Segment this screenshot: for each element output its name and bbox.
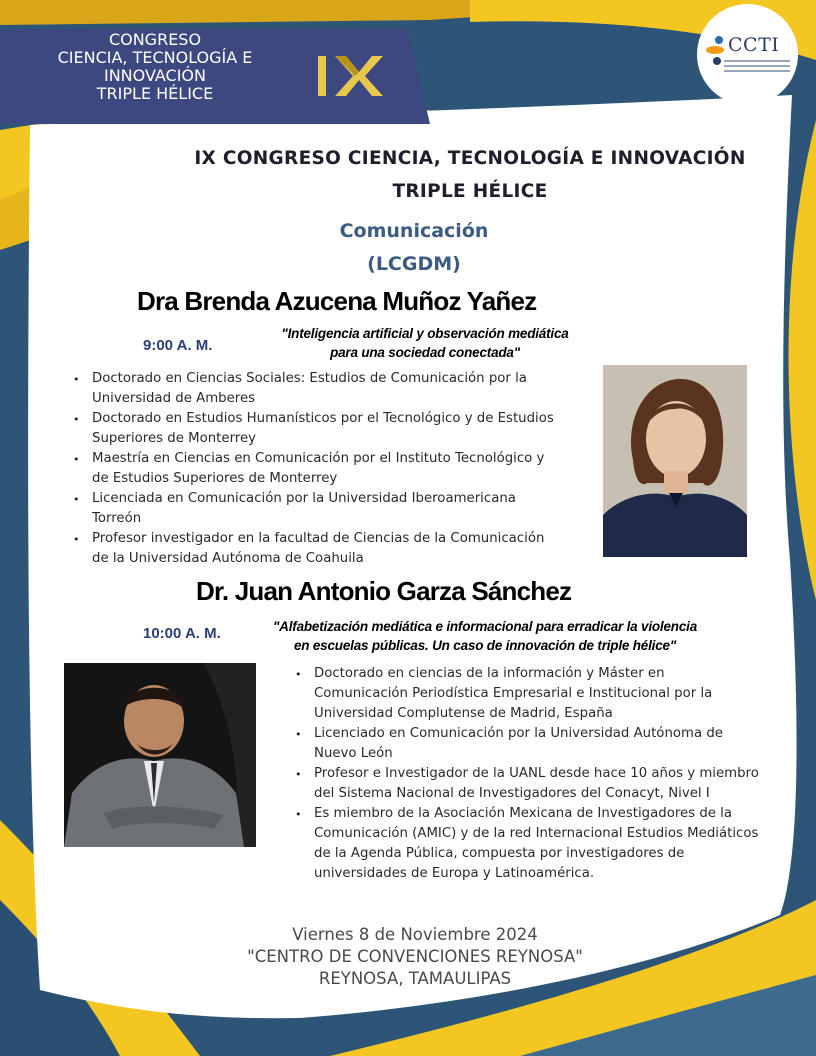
talk-title	[240, 324, 610, 362]
talk-title-line: "Inteligencia artificial y observación mediática	[281, 326, 569, 341]
speaker-photo	[603, 365, 747, 557]
cv-item: • Doctorado en ciencias de la información y Máster en Comunicación Periodística Empresarial e Institucional por la Universidad Complutense de Madrid, España	[292, 664, 762, 724]
event-date: Viernes 8 de Noviembre 2024	[292, 925, 538, 944]
cv-item: • Licenciada en Comunicación por la Universidad Iberoamericana Torreón	[70, 489, 560, 529]
event-title-line1: IX CONGRESO CIENCIA, TECNOLOGÍA E INNOVACIÓN	[194, 148, 746, 169]
area-title: Comunicación	[339, 220, 489, 242]
cv-item: • Licenciado en Comunicación por la Universidad Autónoma de Nuevo León	[292, 724, 762, 764]
cv-item: • Profesor investigador en la facultad de Ciencias de la Comunicación de la Universidad Autónoma de Coahuila	[70, 529, 560, 569]
banner-text	[0, 31, 310, 103]
speaker-cv-list	[70, 369, 560, 569]
ccti-logo-text: CCTI	[728, 34, 780, 56]
banner-line: CIENCIA, TECNOLOGÍA E	[57, 48, 253, 67]
edition-logo	[315, 52, 391, 100]
talk-time: 10:00 A. M.	[143, 625, 221, 642]
cv-item: • Doctorado en Ciencias Sociales: Estudios de Comunicación por la Universidad de Amberes	[70, 369, 560, 409]
speaker-photo	[64, 663, 256, 847]
banner-line: TRIPLE HÉLICE	[96, 84, 214, 103]
talk-title-line: en escuelas públicas. Un caso de innovación de triple hélice"	[293, 638, 677, 653]
speaker-name: Dr. Juan Antonio Garza Sánchez	[196, 576, 572, 606]
event-title-line2: TRIPLE HÉLICE	[392, 181, 548, 202]
cv-item: • Maestría en Ciencias en Comunicación por el Instituto Tecnológico y de Estudios Superiores de Monterrey	[70, 449, 560, 489]
banner-line: CONGRESO	[108, 30, 202, 49]
talk-title	[225, 617, 745, 655]
cv-item: • Doctorado en Estudios Humanísticos por el Tecnológico y de Estudios Superiores de Monterrey	[70, 409, 560, 449]
event-footer	[210, 924, 620, 990]
talk-title-line: "Alfabetización mediática e informacional para erradicar la violencia	[272, 619, 697, 634]
cv-item: • Profesor e Investigador de la UANL desde hace 10 años y miembro del Sistema Nacional de Investigadores del Conacyt, Nivel I	[292, 764, 762, 804]
talk-time: 9:00 A. M.	[143, 337, 213, 354]
event-city: REYNOSA, TAMAULIPAS	[318, 969, 512, 988]
banner-line: INNOVACIÓN	[103, 66, 206, 85]
event-venue: "CENTRO DE CONVENCIONES REYNOSA"	[247, 947, 583, 966]
speaker-cv-list	[292, 664, 762, 884]
talk-title-line: para una sociedad conectada"	[330, 345, 520, 360]
ccti-logo-tagline	[724, 60, 790, 75]
program-code: (LCGDM)	[367, 253, 461, 275]
speaker-name: Dra Brenda Azucena Muñoz Yañez	[137, 286, 537, 316]
cv-item: • Es miembro de la Asociación Mexicana de Investigadores de la Comunicación (AMIC) y de la red Internacional Estudios Mediáticos de la Agenda Pública, compuesta por investigadores de universidades de Europa y Latinoamérica.	[292, 804, 762, 884]
